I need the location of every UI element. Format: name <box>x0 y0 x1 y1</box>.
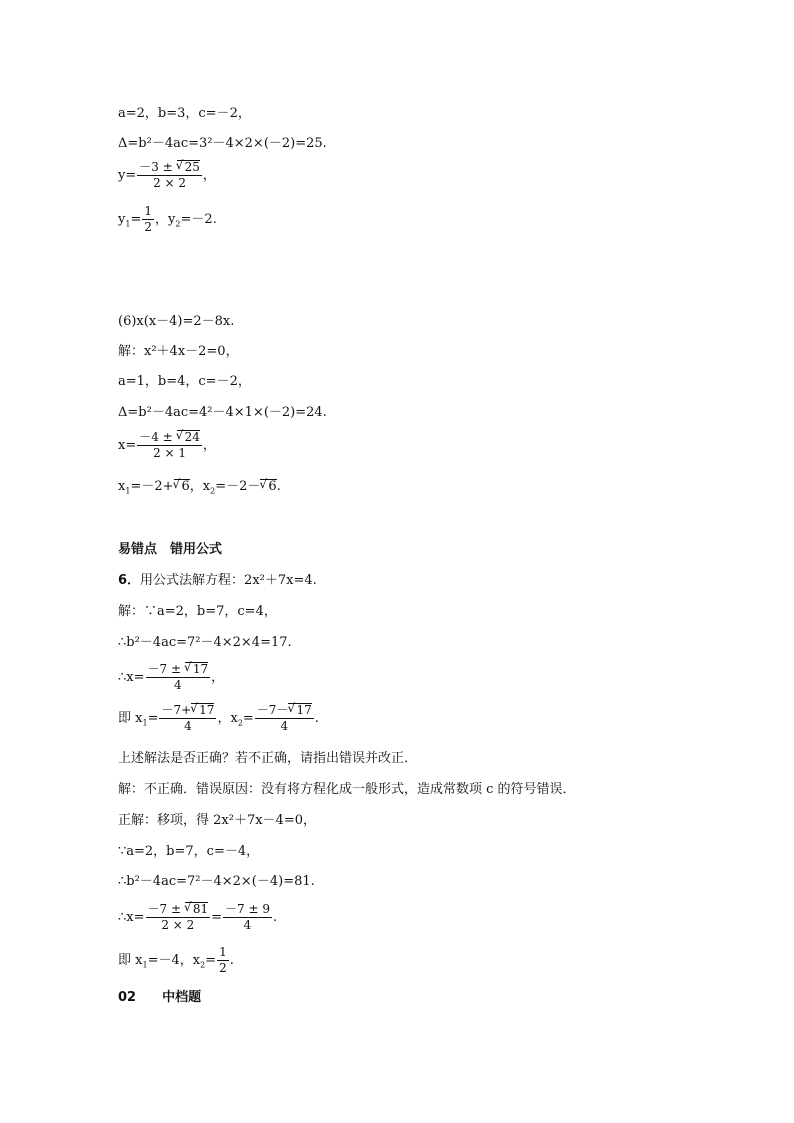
numerator-text: －7 ± <box>147 902 185 916</box>
separator: ，y <box>155 212 176 227</box>
sqrt: √ 17 <box>288 703 311 717</box>
fraction <box>223 902 272 933</box>
numerator: －7 ± 9 <box>225 902 270 916</box>
answer-line-1: 解：不正确．错误原因：没有将方程化成一般形式，造成常数项 c 的符号错误． <box>118 782 576 797</box>
denominator: 4 <box>184 719 192 733</box>
sqrt: √ 17 <box>185 662 208 676</box>
fraction <box>137 160 202 191</box>
separator: ，x <box>217 711 238 726</box>
solution-step-3 <box>118 662 224 693</box>
sqrt: √ 24 <box>177 430 200 444</box>
equals: = <box>147 711 159 726</box>
period: . <box>229 953 234 968</box>
solution-step-4 <box>118 703 319 734</box>
discriminant-line-6: Δ=b²－4ac=4²－4×1×(－2)=24. <box>118 405 327 420</box>
denominator: 2 <box>144 220 152 234</box>
equals: = <box>211 910 223 925</box>
sqrt: √ 6 <box>260 479 276 493</box>
denominator: 4 <box>280 719 289 733</box>
numerator: 1 <box>219 945 227 959</box>
prefix: 即 x <box>118 953 143 968</box>
fraction-half <box>217 945 229 976</box>
solution-step-1: 解：∵a=2，b=7，c=4， <box>118 604 277 619</box>
period: . <box>276 479 281 494</box>
fraction <box>159 703 216 734</box>
root-a: =－4，x <box>147 953 201 968</box>
denominator: 2 × 2 <box>153 176 187 190</box>
punctuation: ， <box>202 168 216 183</box>
coefficients-line-5: a=2，b=3，c=－2， <box>118 106 251 121</box>
step-1-6: 解：x²＋4x－2=0， <box>118 344 239 359</box>
fraction <box>146 662 211 693</box>
formula-prefix: ∴x= <box>118 670 145 685</box>
answer-line-5 <box>118 902 277 933</box>
denominator: 2 × 1 <box>153 446 187 460</box>
root-b: =－2－ <box>215 479 261 494</box>
denominator: 2 <box>219 961 227 975</box>
subscript: 2 <box>200 960 206 970</box>
period: . <box>314 711 319 726</box>
fraction <box>146 902 211 933</box>
subscript: 1 <box>125 219 131 229</box>
subscript: 2 <box>210 486 216 496</box>
formula-prefix: x= <box>118 438 137 453</box>
root-value: =－2. <box>180 212 217 227</box>
formula-prefix: y= <box>118 168 137 183</box>
fraction <box>255 703 314 734</box>
fraction-half <box>142 204 154 235</box>
formula-line-6 <box>118 430 216 461</box>
equals: = <box>242 711 254 726</box>
section-number: 02 <box>118 990 137 1005</box>
question-number: 6． <box>118 573 141 588</box>
answer-line-4: ∴b²－4ac=7²－4×2×(－4)=81. <box>118 874 315 889</box>
period: . <box>272 910 278 925</box>
prefix: 即 x <box>118 711 143 726</box>
numerator-text: －7+ <box>161 703 192 717</box>
subscript: 1 <box>142 718 148 728</box>
discriminant-line-5: Δ=b²－4ac=3²－4×2×(－2)=25. <box>118 136 327 151</box>
answer-line-3: ∵a=2，b=7，c=－4， <box>118 844 260 859</box>
sqrt: √ 81 <box>185 902 208 916</box>
fraction <box>137 430 202 461</box>
punctuation: ， <box>211 670 225 685</box>
subscript: 2 <box>175 219 181 229</box>
question-6 <box>118 573 317 589</box>
coefficients-line-6: a=1，b=4，c=－2， <box>118 374 251 389</box>
numerator-text: －3 ± <box>139 160 177 174</box>
section-title: 中档题 <box>162 990 202 1005</box>
numerator-text: －7－ <box>256 703 289 717</box>
answer-line-6 <box>118 945 234 976</box>
equals: = <box>205 953 217 968</box>
punctuation: ， <box>202 438 216 453</box>
roots-line-5 <box>118 204 217 235</box>
sqrt: √ 25 <box>177 160 200 174</box>
subscript: 1 <box>142 960 148 970</box>
sqrt: √ 17 <box>191 703 214 717</box>
subscript: 1 <box>125 486 131 496</box>
root-a: =－2+ <box>130 479 174 494</box>
section-heading: 易错点 错用公式 <box>118 542 223 557</box>
section-footer <box>118 990 201 1006</box>
solution-step-2: ∴b²－4ac=7²－4×2×4=17. <box>118 635 292 650</box>
denominator: 4 <box>173 678 182 692</box>
roots-line-6: $x_1=-2+√$ 6，$x_2=-2-√$ 6. <box>118 479 281 500</box>
question-ask: 上述解法是否正确？若不正确，请指出错误并改正． <box>118 751 418 766</box>
problem-6: (6)x(x－4)=2－8x. <box>118 314 235 329</box>
equals: = <box>130 212 142 227</box>
var-y: y <box>118 212 126 227</box>
separator: ，x <box>189 479 211 494</box>
formula-line-5 <box>118 160 216 191</box>
formula-prefix: ∴x= <box>118 910 145 925</box>
subscript: 2 <box>237 718 243 728</box>
answer-line-2: 正解：移项，得 2x²＋7x－4=0， <box>118 813 316 828</box>
numerator-text: －7 ± <box>147 662 185 676</box>
numerator: 1 <box>144 204 152 218</box>
sqrt: √ 6 <box>174 479 190 493</box>
denominator: 2 × 2 <box>161 918 195 932</box>
numerator-text: －4 ± <box>139 430 177 444</box>
denominator: 4 <box>243 918 252 932</box>
question-text: 用公式法解方程：2x²＋7x=4. <box>140 573 317 588</box>
